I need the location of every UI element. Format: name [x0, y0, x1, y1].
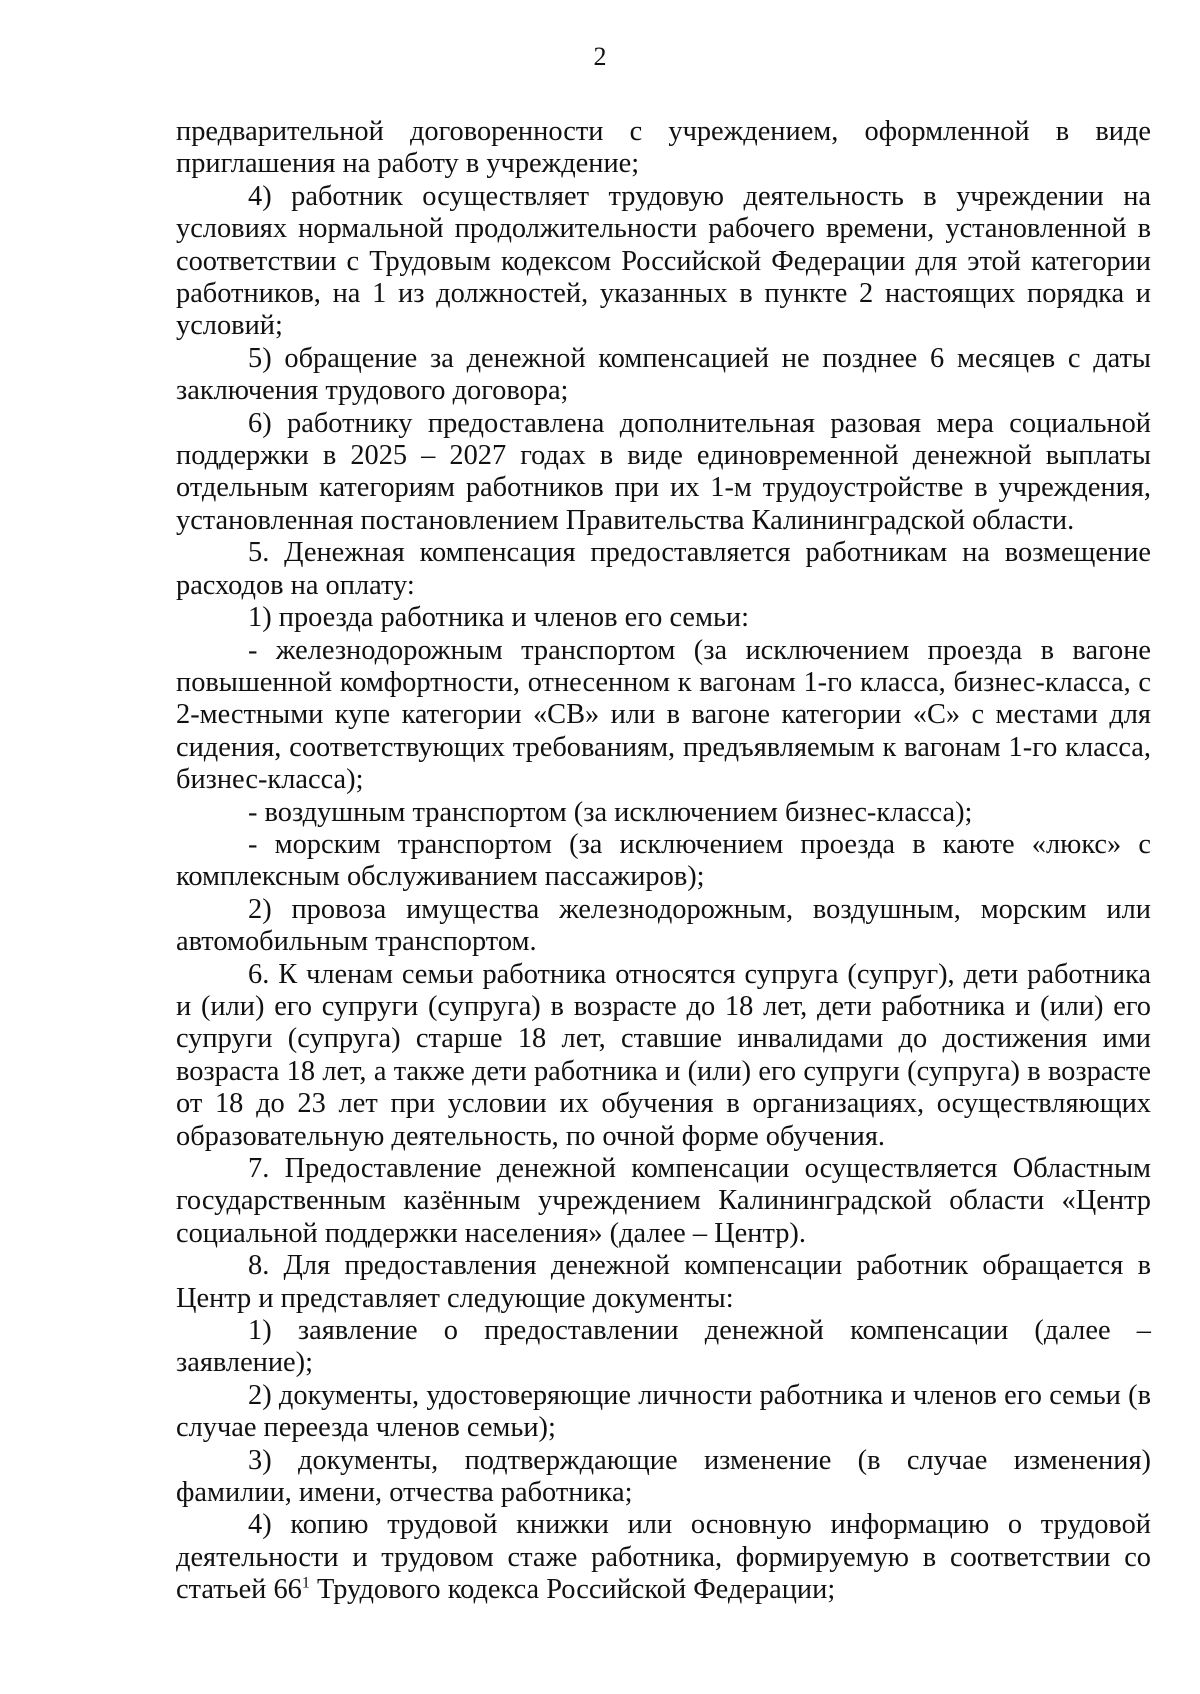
paragraph-doc-3: 3) документы, подтверждающие изменение (в случае изменения) фамилии, имени, отчества работника; [176, 1444, 1151, 1509]
article-superscript: 1 [301, 1574, 310, 1592]
paragraph-doc-2: 2) документы, удостоверяющие личности работника и членов его семьи (в случае переезда членов семьи); [176, 1379, 1151, 1444]
paragraph-item-5: 5) обращение за денежной компенсацией не позднее 6 месяцев с даты заключения трудового договора; [176, 342, 1151, 407]
paragraph-section-5: 5. Денежная компенсация предоставляется работникам на возмещение расходов на оплату: [176, 537, 1151, 601]
paragraph-section-6: 6. К членам семьи работника относятся супруга (супруг), дети работника и (или) его супруги (супруга) в возрасте до 18 лет, дети работника и (или) его супруги (супруга) старше 18 лет, ставшие инвалидами до достижения ими возраста 18 лет, а также дети работника и (или) его супруги (супруга) в возрасте от 18 до 23 лет при условии их обучения в организациях, осуществляющих образовательную деятельность, по очной форме обучения. [176, 958, 1151, 1152]
paragraph-doc-1: 1) заявление о предоставлении денежной компенсации (далее – заявление); [176, 1315, 1151, 1379]
paragraph-sea: - морским транспортом (за исключением проезда в каюте «люкс» с комплексным обслуживанием пассажиров); [176, 828, 1151, 893]
paragraph-item-4: 4) работник осуществляет трудовую деятельность в учреждении на условиях нормальной продолжительности рабочего времени, установленной в соответствии с Трудовым кодексом Российской Федерации для этой категории работников, на 1 из должностей, указанных в пункте 2 настоящих порядка и условий; [176, 180, 1151, 342]
paragraph-doc-4-tail: Трудового кодекса Российской Федерации; [309, 1574, 836, 1606]
document-body [176, 116, 1151, 1607]
paragraph-continuation: предварительной договоренности с учреждением, оформленной в виде приглашения на работу в учреждение; [176, 116, 1151, 180]
paragraph-item-6: 6) работнику предоставлена дополнительная разовая мера социальной поддержки в 2025 – 2027 годах в виде единовременной денежной выплаты отдельным категориям работников при их 1-м трудоустройстве в учреждения, установленная постановлением Правительства Калининградской области. [176, 407, 1151, 536]
paragraph-doc-4-text: 4) копию трудовой книжки или основную информацию о трудовой деятельности и трудовом стаже работника, формируемую в соответствии со статьей 66 [176, 1509, 1151, 1606]
page-number: 2 [593, 42, 607, 71]
paragraph-air: - воздушным транспортом (за исключением бизнес-класса); [248, 796, 973, 828]
paragraph-travel: 1) проезда работника и членов его семьи: [248, 602, 749, 634]
paragraph-rail: - железнодорожным транспортом (за исключением проезда в вагоне повышенной комфортности, отнесенном к вагонам 1-го класса, бизнес-класса, с 2-местными купе категории «СВ» или в вагоне категории «С» с местами для сидения, соответствующих требованиям, предъявляемым к вагонам 1-го класса, бизнес-класса); [176, 634, 1151, 796]
paragraph-section-7: 7. Предоставление денежной компенсации осуществляется Областным государственным казённым учреждением Калининградской области «Центр социальной поддержки населения» (далее – Центр). [176, 1153, 1151, 1249]
paragraph-property: 2) провоза имущества железнодорожным, воздушным, морским или автомобильным транспортом. [176, 893, 1151, 958]
paragraph-doc-4 [176, 1509, 1151, 1606]
paragraph-section-8: 8. Для предоставления денежной компенсации работник обращается в Центр и представляет следующие документы: [176, 1250, 1151, 1314]
